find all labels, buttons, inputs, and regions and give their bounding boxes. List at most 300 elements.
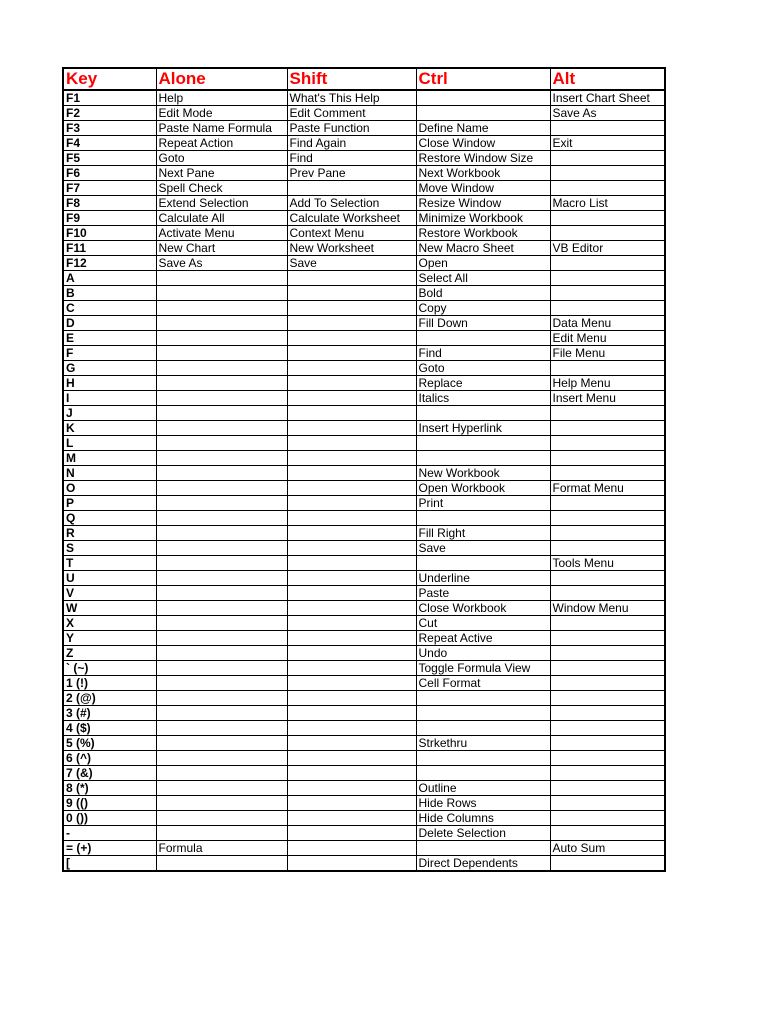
cell-ctrl: New Workbook — [416, 466, 550, 481]
cell-alone — [156, 391, 287, 406]
cell-alone: Goto — [156, 151, 287, 166]
cell-key: A — [63, 271, 156, 286]
cell-shift — [287, 796, 416, 811]
header-row — [63, 68, 665, 90]
cell-alone — [156, 406, 287, 421]
table-row — [63, 496, 665, 511]
cell-alt: Auto Sum — [550, 841, 665, 856]
cell-alt — [550, 256, 665, 271]
cell-shift — [287, 856, 416, 872]
cell-alone — [156, 286, 287, 301]
cell-shift — [287, 721, 416, 736]
cell-alone — [156, 616, 287, 631]
cell-alone — [156, 691, 287, 706]
cell-shift — [287, 841, 416, 856]
cell-ctrl: Hide Rows — [416, 796, 550, 811]
cell-alt — [550, 676, 665, 691]
cell-alt — [550, 181, 665, 196]
table-row — [63, 781, 665, 796]
table-header — [63, 68, 665, 90]
cell-shift: Calculate Worksheet — [287, 211, 416, 226]
cell-key: 5 (%) — [63, 736, 156, 751]
cell-key: O — [63, 481, 156, 496]
table-row — [63, 751, 665, 766]
cell-alone: Calculate All — [156, 211, 287, 226]
cell-alt — [550, 691, 665, 706]
cell-key: B — [63, 286, 156, 301]
cell-key: G — [63, 361, 156, 376]
cell-key: T — [63, 556, 156, 571]
cell-alone — [156, 586, 287, 601]
shortcut-table — [62, 67, 666, 872]
table-row — [63, 181, 665, 196]
cell-alt: Data Menu — [550, 316, 665, 331]
cell-ctrl: Direct Dependents — [416, 856, 550, 872]
cell-alt — [550, 811, 665, 826]
cell-alone — [156, 796, 287, 811]
table-row — [63, 406, 665, 421]
cell-shift: Find Again — [287, 136, 416, 151]
cell-shift: Save — [287, 256, 416, 271]
cell-ctrl — [416, 706, 550, 721]
table-row — [63, 421, 665, 436]
cell-alone — [156, 826, 287, 841]
cell-shift — [287, 706, 416, 721]
cell-key: 3 (#) — [63, 706, 156, 721]
cell-ctrl: Cut — [416, 616, 550, 631]
cell-ctrl: Cell Format — [416, 676, 550, 691]
cell-key: L — [63, 436, 156, 451]
cell-alone — [156, 301, 287, 316]
cell-ctrl: Bold — [416, 286, 550, 301]
cell-shift — [287, 526, 416, 541]
cell-ctrl: Restore Window Size — [416, 151, 550, 166]
cell-key: Y — [63, 631, 156, 646]
table-row — [63, 811, 665, 826]
table-row — [63, 136, 665, 151]
cell-key: F6 — [63, 166, 156, 181]
cell-shift — [287, 271, 416, 286]
cell-alt — [550, 586, 665, 601]
table-row — [63, 226, 665, 241]
cell-ctrl: Resize Window — [416, 196, 550, 211]
table-row — [63, 361, 665, 376]
cell-shift — [287, 466, 416, 481]
table-row — [63, 271, 665, 286]
cell-shift — [287, 496, 416, 511]
cell-shift — [287, 511, 416, 526]
table-row — [63, 451, 665, 466]
table-row — [63, 796, 665, 811]
cell-alone — [156, 571, 287, 586]
cell-alone — [156, 661, 287, 676]
cell-alone — [156, 436, 287, 451]
cell-ctrl: Goto — [416, 361, 550, 376]
cell-key: M — [63, 451, 156, 466]
cell-shift — [287, 541, 416, 556]
table-row — [63, 646, 665, 661]
cell-shift — [287, 616, 416, 631]
cell-ctrl — [416, 331, 550, 346]
table-row — [63, 571, 665, 586]
cell-ctrl: Find — [416, 346, 550, 361]
cell-alone: Repeat Action — [156, 136, 287, 151]
cell-key: F9 — [63, 211, 156, 226]
cell-alone: New Chart — [156, 241, 287, 256]
cell-alt — [550, 406, 665, 421]
table-row — [63, 541, 665, 556]
cell-ctrl: Strkethru — [416, 736, 550, 751]
header-alone: Alone — [156, 68, 287, 90]
cell-key: E — [63, 331, 156, 346]
table-row — [63, 676, 665, 691]
cell-key: 9 (() — [63, 796, 156, 811]
cell-key: Z — [63, 646, 156, 661]
cell-ctrl: Paste — [416, 586, 550, 601]
cell-ctrl: Copy — [416, 301, 550, 316]
table-row — [63, 106, 665, 121]
cell-ctrl — [416, 751, 550, 766]
cell-alone — [156, 676, 287, 691]
cell-shift: Add To Selection — [287, 196, 416, 211]
cell-key: F3 — [63, 121, 156, 136]
cell-shift — [287, 646, 416, 661]
cell-alt — [550, 721, 665, 736]
cell-key: F5 — [63, 151, 156, 166]
cell-alone — [156, 346, 287, 361]
table-row — [63, 616, 665, 631]
cell-key: I — [63, 391, 156, 406]
table-row — [63, 466, 665, 481]
cell-alt: Window Menu — [550, 601, 665, 616]
cell-key: F — [63, 346, 156, 361]
cell-alt — [550, 121, 665, 136]
table-row — [63, 121, 665, 136]
cell-shift — [287, 436, 416, 451]
cell-alt — [550, 466, 665, 481]
cell-alone — [156, 631, 287, 646]
cell-alt — [550, 736, 665, 751]
header-alt: Alt — [550, 68, 665, 90]
table-row — [63, 346, 665, 361]
cell-shift — [287, 601, 416, 616]
cell-alone — [156, 496, 287, 511]
cell-alone: Next Pane — [156, 166, 287, 181]
cell-ctrl: Repeat Active — [416, 631, 550, 646]
cell-alt — [550, 856, 665, 872]
cell-ctrl: Save — [416, 541, 550, 556]
table-row — [63, 90, 665, 106]
cell-key: F2 — [63, 106, 156, 121]
table-row — [63, 376, 665, 391]
table-row — [63, 256, 665, 271]
table-row — [63, 661, 665, 676]
cell-ctrl — [416, 721, 550, 736]
table-row — [63, 316, 665, 331]
cell-shift — [287, 481, 416, 496]
cell-shift — [287, 676, 416, 691]
table-row — [63, 331, 665, 346]
cell-alt — [550, 496, 665, 511]
cell-ctrl — [416, 406, 550, 421]
cell-alone: Save As — [156, 256, 287, 271]
cell-alt: Edit Menu — [550, 331, 665, 346]
cell-key: D — [63, 316, 156, 331]
cell-ctrl: Underline — [416, 571, 550, 586]
cell-shift: Context Menu — [287, 226, 416, 241]
cell-shift — [287, 286, 416, 301]
cell-alone — [156, 556, 287, 571]
cell-alone — [156, 361, 287, 376]
table-row — [63, 826, 665, 841]
cell-shift — [287, 736, 416, 751]
cell-ctrl: Close Window — [416, 136, 550, 151]
cell-alone: Extend Selection — [156, 196, 287, 211]
cell-key: C — [63, 301, 156, 316]
cell-key: 8 (*) — [63, 781, 156, 796]
cell-shift — [287, 181, 416, 196]
cell-alone — [156, 751, 287, 766]
cell-ctrl: Fill Down — [416, 316, 550, 331]
table-row — [63, 841, 665, 856]
cell-shift: Find — [287, 151, 416, 166]
cell-ctrl: Toggle Formula View — [416, 661, 550, 676]
cell-key: R — [63, 526, 156, 541]
cell-ctrl: Close Workbook — [416, 601, 550, 616]
cell-ctrl: Replace — [416, 376, 550, 391]
cell-ctrl: Move Window — [416, 181, 550, 196]
cell-alone — [156, 601, 287, 616]
cell-shift — [287, 301, 416, 316]
table-body — [63, 90, 665, 871]
cell-shift — [287, 631, 416, 646]
cell-key: F11 — [63, 241, 156, 256]
header-key: Key — [63, 68, 156, 90]
cell-shift — [287, 811, 416, 826]
cell-shift — [287, 766, 416, 781]
cell-shift — [287, 571, 416, 586]
cell-shift — [287, 331, 416, 346]
cell-shift: Prev Pane — [287, 166, 416, 181]
cell-shift — [287, 661, 416, 676]
cell-shift: Paste Function — [287, 121, 416, 136]
cell-shift — [287, 451, 416, 466]
cell-alone — [156, 376, 287, 391]
cell-ctrl — [416, 511, 550, 526]
cell-shift — [287, 361, 416, 376]
cell-ctrl — [416, 451, 550, 466]
cell-alone: Paste Name Formula — [156, 121, 287, 136]
table-row — [63, 631, 665, 646]
table-row — [63, 736, 665, 751]
table-row — [63, 526, 665, 541]
cell-key: N — [63, 466, 156, 481]
cell-alt: Macro List — [550, 196, 665, 211]
cell-ctrl: Hide Columns — [416, 811, 550, 826]
cell-alone — [156, 856, 287, 872]
cell-ctrl: Minimize Workbook — [416, 211, 550, 226]
cell-key: 0 ()) — [63, 811, 156, 826]
cell-ctrl: Print — [416, 496, 550, 511]
cell-alt: Exit — [550, 136, 665, 151]
cell-ctrl — [416, 691, 550, 706]
cell-ctrl — [416, 106, 550, 121]
cell-alt: Tools Menu — [550, 556, 665, 571]
cell-alt — [550, 616, 665, 631]
header-ctrl: Ctrl — [416, 68, 550, 90]
cell-alt — [550, 271, 665, 286]
cell-ctrl: New Macro Sheet — [416, 241, 550, 256]
cell-ctrl: Open — [416, 256, 550, 271]
cell-ctrl: Delete Selection — [416, 826, 550, 841]
cell-alone — [156, 706, 287, 721]
cell-shift: Edit Comment — [287, 106, 416, 121]
cell-key: J — [63, 406, 156, 421]
cell-alt — [550, 826, 665, 841]
cell-shift: New Worksheet — [287, 241, 416, 256]
cell-shift — [287, 586, 416, 601]
cell-alone — [156, 271, 287, 286]
cell-alt — [550, 421, 665, 436]
cell-key: F1 — [63, 90, 156, 106]
cell-alt — [550, 571, 665, 586]
cell-alone — [156, 541, 287, 556]
table-row — [63, 151, 665, 166]
cell-ctrl — [416, 90, 550, 106]
cell-key: V — [63, 586, 156, 601]
cell-ctrl: Open Workbook — [416, 481, 550, 496]
table-row — [63, 691, 665, 706]
cell-key: P — [63, 496, 156, 511]
cell-key: Q — [63, 511, 156, 526]
cell-key: 4 ($) — [63, 721, 156, 736]
cell-shift — [287, 346, 416, 361]
cell-ctrl: Insert Hyperlink — [416, 421, 550, 436]
cell-shift — [287, 781, 416, 796]
cell-alt — [550, 301, 665, 316]
cell-key: F8 — [63, 196, 156, 211]
cell-shift — [287, 421, 416, 436]
cell-alt — [550, 541, 665, 556]
cell-alone: Help — [156, 90, 287, 106]
cell-alone — [156, 481, 287, 496]
cell-ctrl — [416, 556, 550, 571]
cell-key: F12 — [63, 256, 156, 271]
cell-key: W — [63, 601, 156, 616]
cell-shift — [287, 826, 416, 841]
cell-alt — [550, 451, 665, 466]
cell-key: 6 (^) — [63, 751, 156, 766]
cell-alt: VB Editor — [550, 241, 665, 256]
cell-shift — [287, 376, 416, 391]
cell-ctrl: Italics — [416, 391, 550, 406]
cell-alt: Save As — [550, 106, 665, 121]
table-row — [63, 481, 665, 496]
cell-alt — [550, 751, 665, 766]
table-row — [63, 721, 665, 736]
cell-alt — [550, 766, 665, 781]
cell-ctrl — [416, 436, 550, 451]
cell-alone — [156, 451, 287, 466]
cell-key: S — [63, 541, 156, 556]
cell-shift — [287, 691, 416, 706]
cell-alt — [550, 526, 665, 541]
cell-alone — [156, 466, 287, 481]
cell-ctrl — [416, 766, 550, 781]
table-row — [63, 856, 665, 872]
cell-shift — [287, 406, 416, 421]
cell-ctrl: Undo — [416, 646, 550, 661]
cell-alone — [156, 736, 287, 751]
cell-ctrl: Fill Right — [416, 526, 550, 541]
cell-ctrl: Restore Workbook — [416, 226, 550, 241]
table-row — [63, 436, 665, 451]
cell-key: F7 — [63, 181, 156, 196]
cell-alone — [156, 421, 287, 436]
cell-ctrl: Define Name — [416, 121, 550, 136]
cell-alone — [156, 331, 287, 346]
cell-key: F4 — [63, 136, 156, 151]
cell-alt: Insert Menu — [550, 391, 665, 406]
cell-key: U — [63, 571, 156, 586]
cell-key: 1 (!) — [63, 676, 156, 691]
cell-key: K — [63, 421, 156, 436]
cell-key: F10 — [63, 226, 156, 241]
cell-alone: Formula — [156, 841, 287, 856]
cell-key: 7 (&) — [63, 766, 156, 781]
cell-key: = (+) — [63, 841, 156, 856]
table-row — [63, 286, 665, 301]
cell-alone: Activate Menu — [156, 226, 287, 241]
cell-shift — [287, 316, 416, 331]
cell-alt — [550, 631, 665, 646]
cell-alone: Edit Mode — [156, 106, 287, 121]
cell-alone — [156, 721, 287, 736]
cell-alt: Help Menu — [550, 376, 665, 391]
cell-alone: Spell Check — [156, 181, 287, 196]
cell-alone — [156, 316, 287, 331]
cell-ctrl: Next Workbook — [416, 166, 550, 181]
cell-alt: Insert Chart Sheet — [550, 90, 665, 106]
cell-key: 2 (@) — [63, 691, 156, 706]
cell-alt — [550, 706, 665, 721]
cell-key: X — [63, 616, 156, 631]
cell-ctrl: Select All — [416, 271, 550, 286]
cell-alone — [156, 646, 287, 661]
cell-shift — [287, 751, 416, 766]
header-shift: Shift — [287, 68, 416, 90]
cell-alone — [156, 526, 287, 541]
cell-key: [ — [63, 856, 156, 872]
table-row — [63, 166, 665, 181]
cell-shift — [287, 391, 416, 406]
cell-alt: File Menu — [550, 346, 665, 361]
table-row — [63, 601, 665, 616]
cell-alt — [550, 436, 665, 451]
cell-alone — [156, 766, 287, 781]
table-row — [63, 391, 665, 406]
cell-alone — [156, 781, 287, 796]
cell-ctrl: Outline — [416, 781, 550, 796]
cell-alt — [550, 511, 665, 526]
cell-shift: What's This Help — [287, 90, 416, 106]
cell-alt — [550, 796, 665, 811]
cell-alt — [550, 361, 665, 376]
cell-alt — [550, 646, 665, 661]
cell-key: - — [63, 826, 156, 841]
cell-alt — [550, 166, 665, 181]
table-row — [63, 586, 665, 601]
